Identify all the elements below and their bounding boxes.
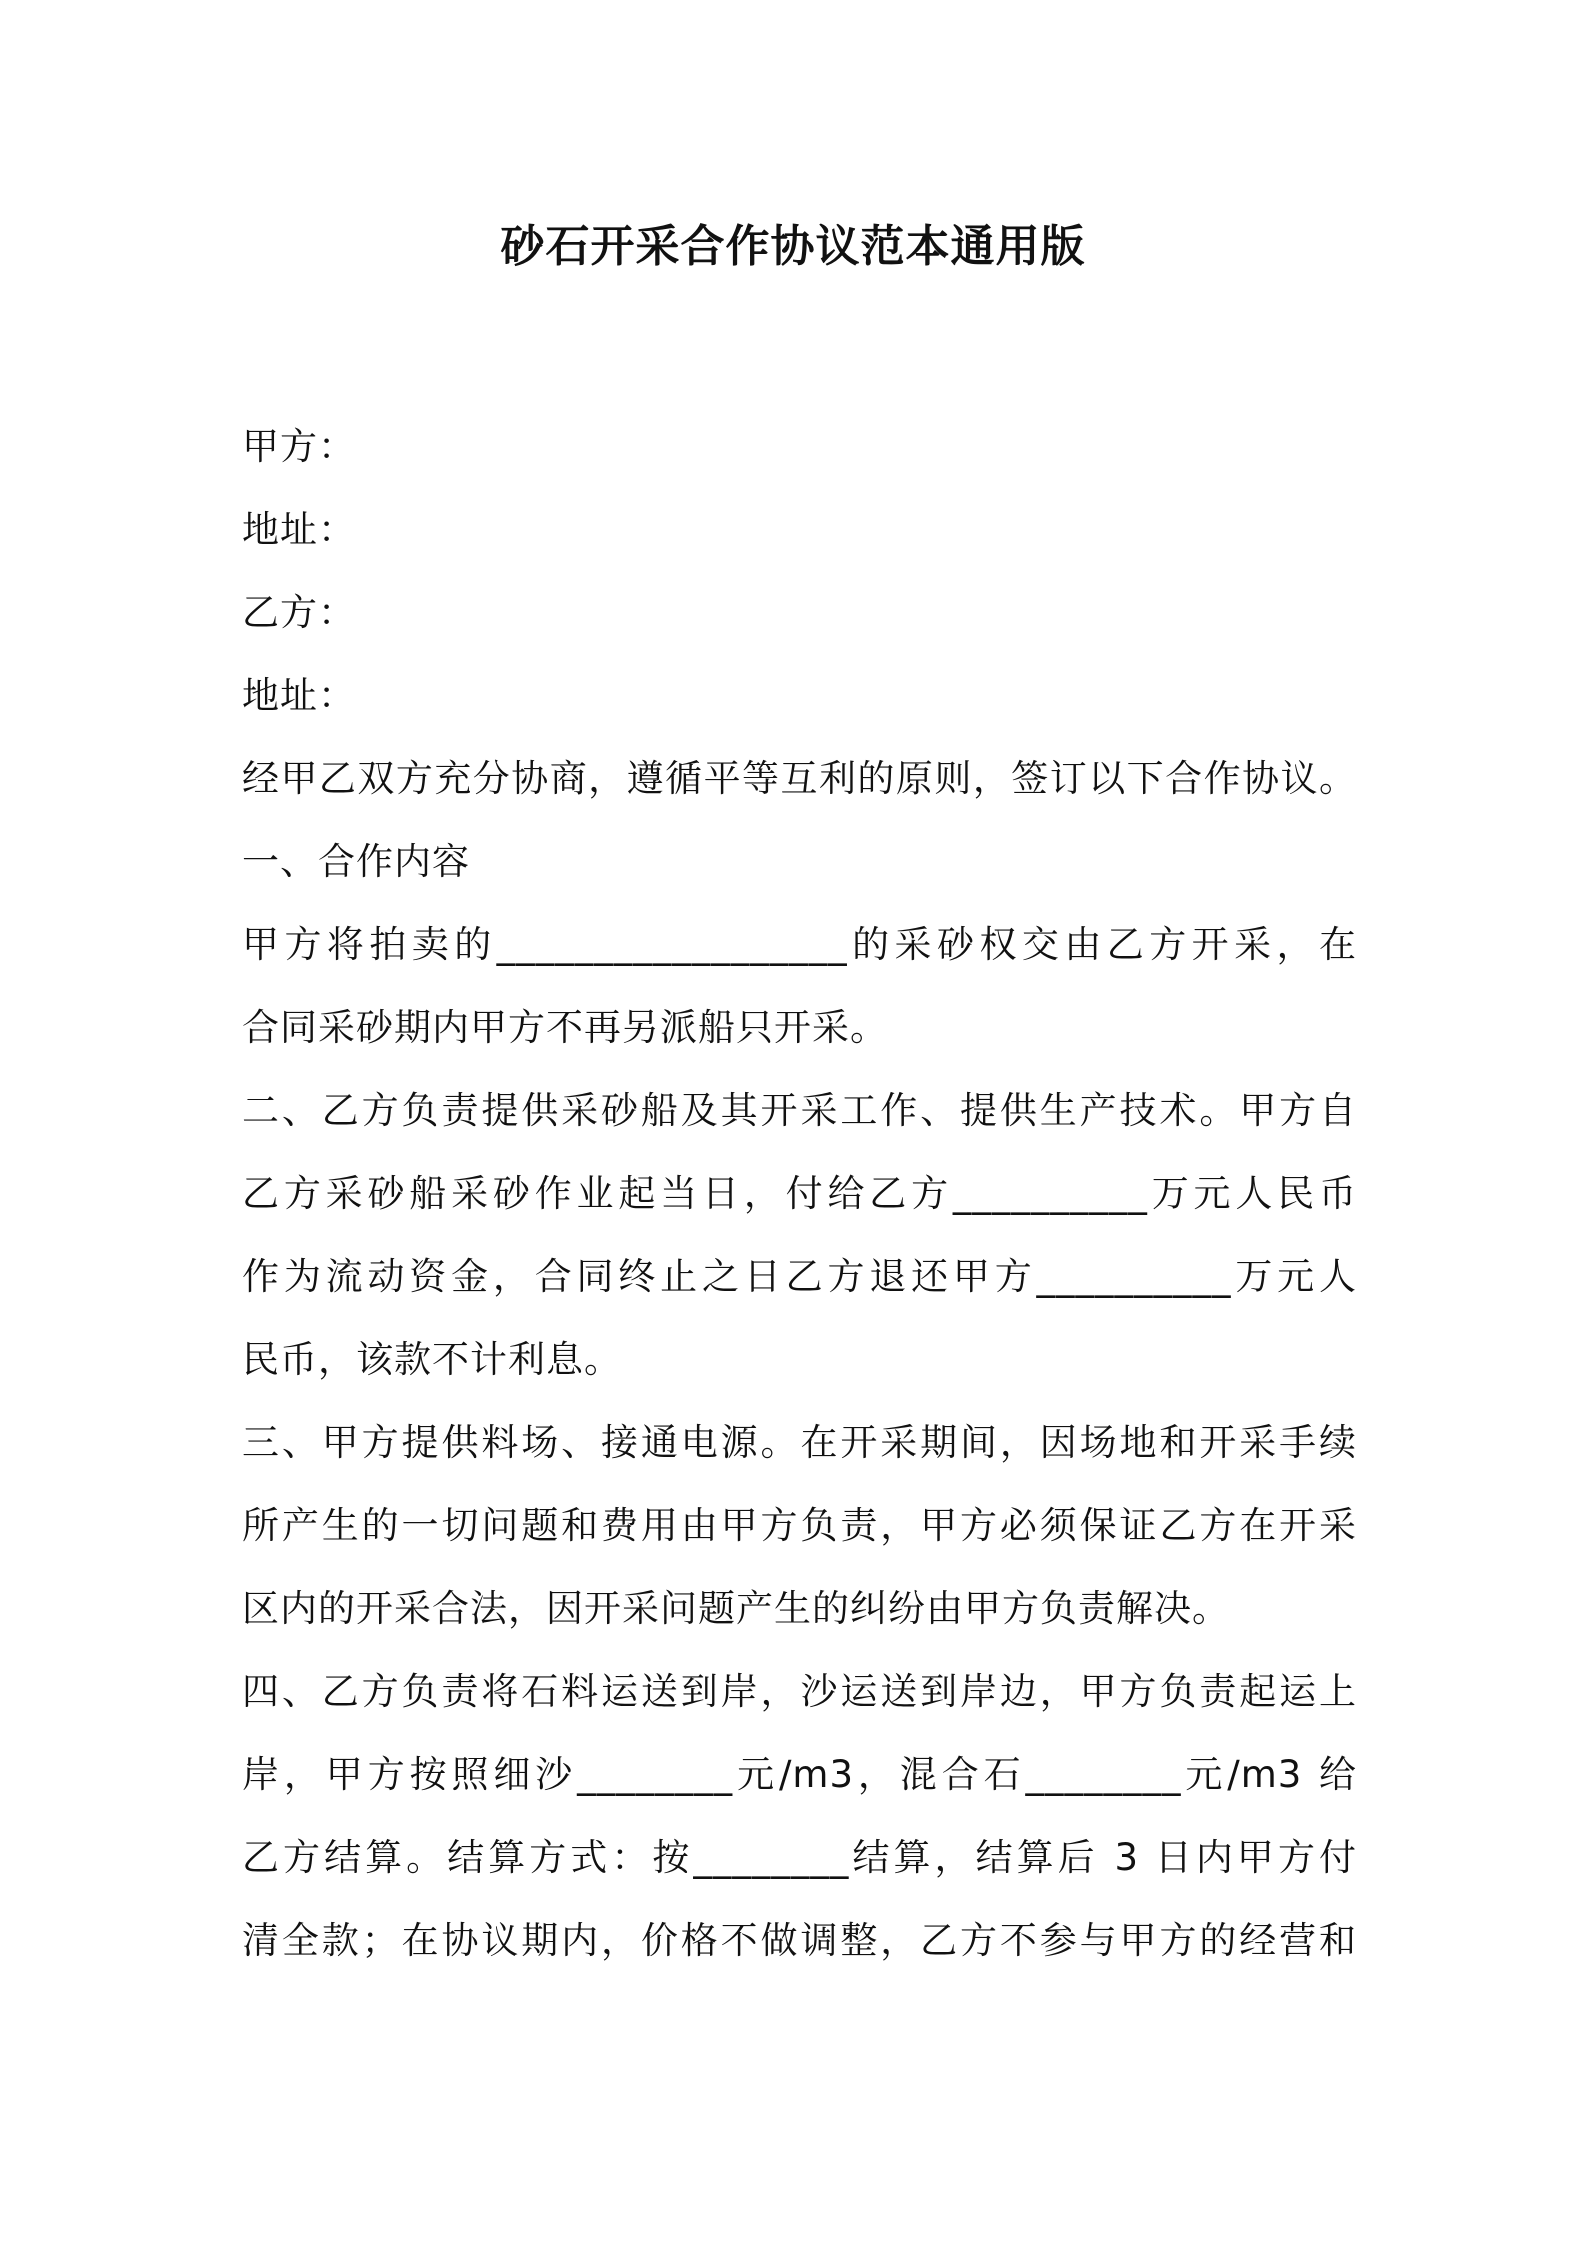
paragraph-line: 二、乙方负责提供采砂船及其开采工作、提供生产技术。甲方自 (242, 1089, 1357, 1132)
paragraph-line: 合同采砂期内甲方不再另派船只开采。 (242, 1006, 888, 1049)
paragraph-line: 乙方结算。结算方式：按________结算，结算后 3 日内甲方付 (242, 1836, 1357, 1879)
preamble-line: 经甲乙双方充分协商，遵循平等互利的原则，签订以下合作协议。 (242, 757, 1357, 800)
paragraph-line: 民币，该款不计利息。 (242, 1338, 622, 1381)
paragraph-line: 所产生的一切问题和费用由甲方负责，甲方必须保证乙方在开采 (242, 1504, 1357, 1547)
paragraph-line: 岸，甲方按照细沙________元/m3，混合石________元/m3 给 (242, 1753, 1357, 1796)
paragraph-line: 四、乙方负责将石料运送到岸，沙运送到岸边，甲方负责起运上 (242, 1670, 1357, 1713)
document-body (242, 405, 1357, 1982)
section-heading-cooperation: 一、合作内容 (242, 840, 470, 883)
paragraph-line: 乙方采砂船采砂作业起当日，付给乙方__________万元人民币 (242, 1172, 1357, 1215)
party-b-address-label: 地址： (242, 674, 356, 717)
document-title: 砂石开采合作协议范本通用版 (500, 221, 1086, 272)
paragraph-line: 清全款；在协议期内，价格不做调整，乙方不参与甲方的经营和 (242, 1919, 1357, 1962)
party-b-label: 乙方： (242, 591, 356, 634)
party-a-address-label: 地址： (242, 508, 356, 551)
paragraph-line: 作为流动资金，合同终止之日乙方退还甲方__________万元人 (242, 1255, 1357, 1298)
paragraph-line: 甲方将拍卖的__________________的采砂权交由乙方开采，在 (242, 923, 1357, 966)
paragraph-line: 三、甲方提供料场、接通电源。在开采期间，因场地和开采手续 (242, 1421, 1357, 1464)
party-a-label: 甲方： (242, 425, 356, 468)
paragraph-line: 区内的开采合法，因开采问题产生的纠纷由甲方负责解决。 (242, 1587, 1230, 1630)
